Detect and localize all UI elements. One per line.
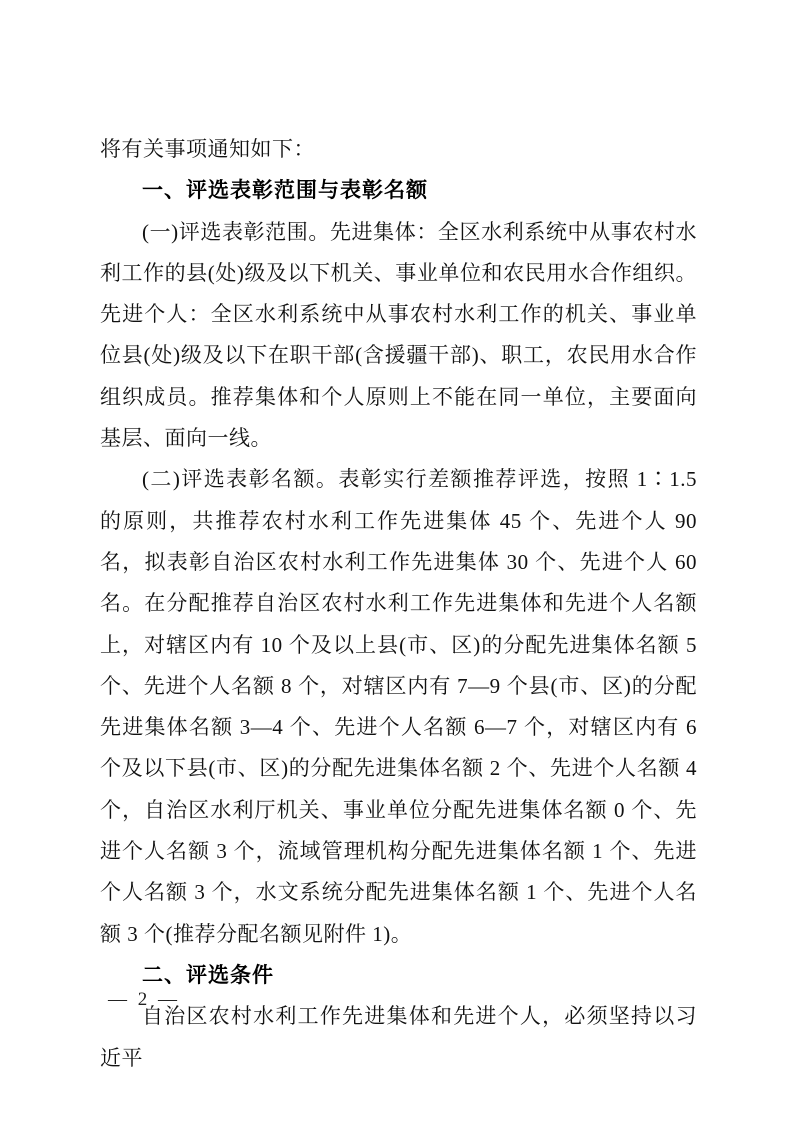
document-body — [100, 129, 697, 1079]
page-number: — 2 — — [108, 989, 180, 1010]
paragraph-criteria-continuation: 自治区农村水利工作先进集体和先进个人，必须坚持以习近平 — [100, 1004, 697, 1070]
paragraph-intro-continuation: 将有关事项通知如下： — [100, 137, 315, 161]
section-heading-selection-criteria: 二、评选条件 — [142, 963, 274, 987]
paragraph-quota-allocation: (二)评选表彰名额。表彰实行差额推荐评选，按照 1∶1.5 的原则，共推荐农村水利工作先进集体 45 个、先进个人 90 名，拟表彰自治区农村水利工作先进集体 30 个、先进个人 60 名。在分配推荐自治区农村水利工作先进集体和先进个人名额上，对辖区内有 10 个及以上县(市、区)的分配先进集体名额 5 个、先进个人名额 8 个，对辖区内有 7—9 个县(市、区)的分配先进集体名额 3—4 个、先进个人名额 6—7 个，对辖区内有 6 个及以下县(市、区)的分配先进集体名额 2 个、先进个人名额 4 个，自治区水利厅机关、事业单位分配先进集体名额 0 个、先进个人名额 3 个，流域管理机构分配先进集体名额 1 个、先进个人名额 3 个，水文系统分配先进集体名额 1 个、先进个人名额 3 个(推荐分配名额见附件 1)。 — [100, 467, 697, 946]
section-heading-scope-and-quota: 一、评选表彰范围与表彰名额 — [142, 179, 428, 203]
paragraph-selection-scope: (一)评选表彰范围。先进集体：全区水利系统中从事农村水利工作的县(处)级及以下机关、事业单位和农民用水合作组织。先进个人：全区水利系统中从事农村水利工作的机关、事业单位县(处)级及以下在职干部(含援疆干部)、职工，农民用水合作组织成员。推荐集体和个人原则上不能在同一单位，主要面向基层、面向一线。 — [100, 219, 697, 451]
